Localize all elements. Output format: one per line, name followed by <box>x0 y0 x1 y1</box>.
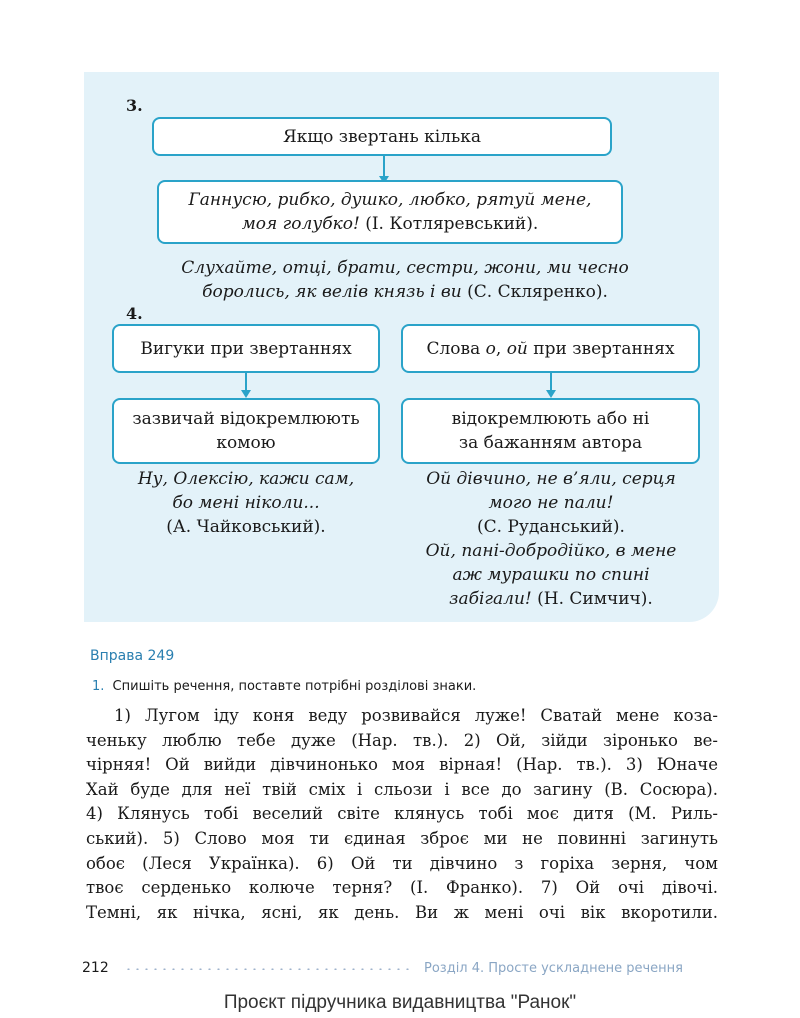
section-4-number: 4. <box>126 304 143 323</box>
section-4-left-example <box>100 467 392 539</box>
section-4-right-example1-source: (С. Руданський). <box>477 517 625 537</box>
text-line: 1) Лугом іду коня веду розвивайся луже! Сватай мене коза- <box>114 706 718 725</box>
arrow-down-icon <box>245 373 247 391</box>
section-4-right-rule-box <box>401 398 700 464</box>
section-4-right-header <box>426 337 674 361</box>
exercise-title: Вправа 249 <box>90 648 175 664</box>
text-line: обоє (Леся Українка). 6) Ой ти дівчино з горіха зерня, чом <box>86 853 718 873</box>
arrow-down-icon <box>383 156 385 177</box>
section-3-example-line2: моя голубко! <box>241 214 360 234</box>
section-4-right-example2-line2: аж мурашки по спині <box>452 565 650 585</box>
section-4-right-example <box>395 467 707 611</box>
text-line: Темні, як нічка, ясні, як день. Ви ж мені очі вік вкоротили. <box>86 902 718 922</box>
section-4-right-example2-source: (Н. Симчич). <box>531 589 653 609</box>
section-3-example2-source: (С. Скляренко). <box>461 282 608 302</box>
section-3-example-line1: Ганнусю, рибко, душко, любко, рятуй мене, <box>188 190 592 210</box>
text-line: Хай буде для неї твій сміх і сльози і все до загину (В. Сосюра). <box>86 779 718 799</box>
arrow-down-icon <box>550 373 552 391</box>
section-3-example-2 <box>120 256 690 304</box>
section-4-right-rule-line1: відокремлюють або ні <box>451 409 650 429</box>
header-part: , <box>495 338 507 359</box>
header-part: Слова <box>426 338 486 359</box>
text-line: ченьку люблю тебе дуже (Нар. тв.). 2) Ой, зійди зіронько ве- <box>86 730 718 750</box>
section-4-right-example2-line1: Ой, пані-добродійко, в мене <box>425 541 677 561</box>
header-part: при звертаннях <box>527 338 675 359</box>
footer-section-title: Розділ 4. Просте ускладнене речення <box>424 961 683 976</box>
text-line: чірняя! Ой вийди дівчинонько моя вірная! (Нар. тв.). 3) Юначе <box>86 755 718 775</box>
section-4-left-rule-line2: комою <box>216 433 276 453</box>
task-number: 1. <box>92 679 105 694</box>
section-4-right-example1-line2: мого не пали! <box>488 493 614 513</box>
section-3-header-box <box>152 117 612 156</box>
header-part: о <box>485 338 496 359</box>
section-4-left-header-box <box>112 324 380 373</box>
footer-dotted-divider <box>124 968 414 970</box>
section-4-left-example-line2: бо мені ніколи... <box>172 493 320 513</box>
task-instruction <box>92 679 476 694</box>
exercise-text <box>86 704 718 925</box>
section-4-right-example1-line1: Ой дівчино, не в’яли, серця <box>426 469 676 489</box>
section-3-header: Якщо звертань кілька <box>283 126 481 147</box>
text-line: ський). 5) Слово моя ти єдиная зброє ми не повинні загинуть <box>86 828 718 848</box>
page-number: 212 <box>82 960 109 976</box>
task-text: Спишіть речення, поставте потрібні розділові знаки. <box>112 679 477 694</box>
section-4-left-example-source: (А. Чайковський). <box>166 517 326 537</box>
section-4-left-example-line1: Ну, Олексію, кажи сам, <box>137 469 355 489</box>
section-4-left-header: Вигуки при звертаннях <box>140 338 352 359</box>
section-3-example2-line2: боролись, як велів князь і ви <box>202 282 462 302</box>
text-line: твоє серденько колюче терня? (І. Франко). 7) Ой очі дівочі. <box>86 878 718 898</box>
section-4-left-rule-box <box>112 398 380 464</box>
section-3-example-source: (І. Котляревський). <box>359 214 539 234</box>
section-4-right-rule-line2: за бажанням автора <box>458 433 643 453</box>
publisher-note: Проєкт підручника видавництва "Ранок" <box>223 992 577 1013</box>
section-3-example2-line1: Слухайте, отці, брати, сестри, жони, ми чесно <box>181 258 629 278</box>
text-line: 4) Клянусь тобі веселий світе клянусь тобі моє дитя (М. Риль- <box>86 804 718 824</box>
section-3-example-box <box>157 180 623 244</box>
header-part: ой <box>506 338 528 359</box>
section-3-number: 3. <box>126 96 143 115</box>
section-4-right-header-box <box>401 324 700 373</box>
section-4-left-rule-line1: зазвичай відокремлюють <box>132 409 360 429</box>
section-4-right-example2-line3: забігали! <box>449 589 532 609</box>
